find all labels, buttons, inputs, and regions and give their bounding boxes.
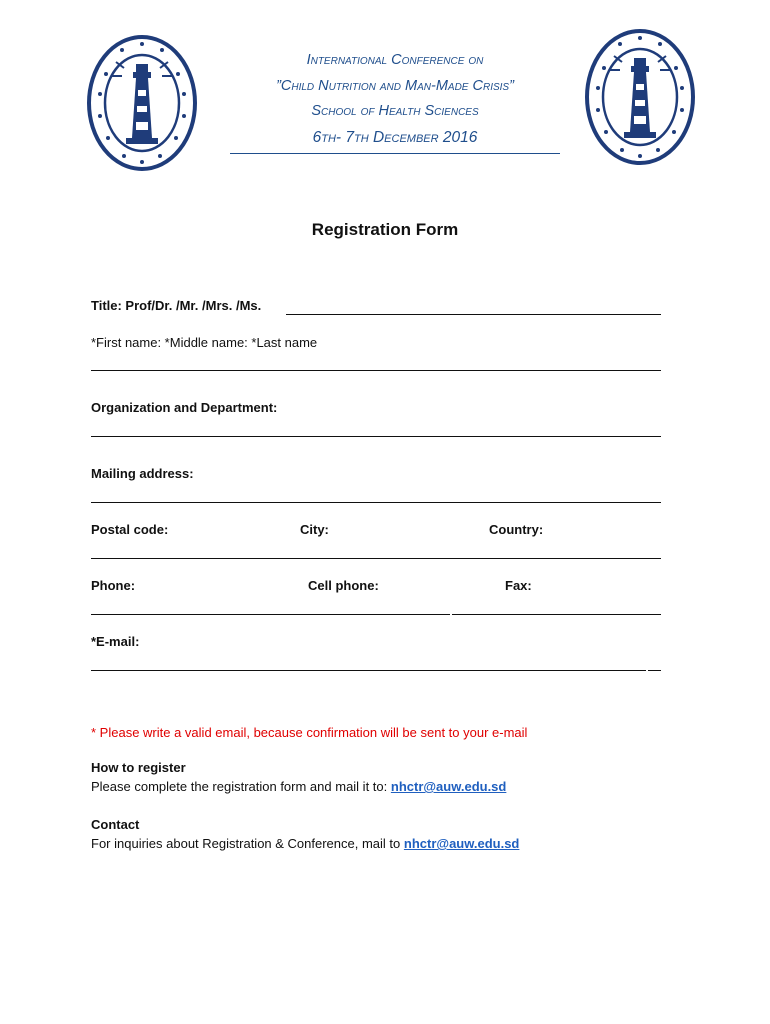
header-divider	[230, 153, 560, 154]
phone-field[interactable]	[91, 614, 450, 615]
mailing-address-label: Mailing address:	[91, 466, 194, 481]
organization-field[interactable]	[91, 436, 661, 437]
fax-field[interactable]	[452, 614, 661, 615]
how-to-register-text	[91, 779, 506, 794]
name-field[interactable]	[91, 370, 661, 371]
conference-theme: ”Child Nutrition and Man-Made Crisis”	[276, 77, 514, 94]
postal-city-country-field[interactable]	[91, 558, 661, 559]
cell-phone-label: Cell phone:	[308, 578, 379, 593]
email-notice: * Please write a valid email, because confirmation will be sent to your e-mail	[91, 725, 528, 740]
city-label: City:	[300, 522, 329, 537]
conference-dates: 6th- 7th December 2016	[312, 128, 478, 146]
country-label: Country:	[489, 522, 544, 537]
email-field-end	[648, 670, 661, 671]
title-field[interactable]	[286, 314, 661, 315]
university-logo-left	[86, 34, 198, 172]
lighthouse-emblem-icon	[584, 28, 696, 166]
fax-label: Fax:	[505, 578, 532, 593]
organization-label: Organization and Department:	[91, 400, 278, 415]
conference-title: International Conference on	[306, 52, 484, 68]
contact-heading: Contact	[91, 817, 140, 832]
how-to-register-sentence: Please complete the registration form and mail it to:	[91, 779, 391, 794]
register-email-link[interactable]: nhctr@auw.edu.sd	[390, 779, 507, 794]
email-label: *E-mail:	[91, 634, 140, 649]
school-name: School of Health Sciences	[311, 103, 479, 119]
email-field[interactable]	[91, 670, 646, 671]
title-label: Title: Prof/Dr. /Mr. /Mrs. /Ms.	[91, 298, 262, 313]
contact-sentence: For inquiries about Registration & Conference, mail to	[91, 836, 404, 851]
mailing-address-field[interactable]	[91, 502, 661, 503]
form-title: Registration Form	[311, 220, 459, 239]
phone-label: Phone:	[91, 578, 136, 593]
conference-header	[230, 48, 560, 150]
contact-email-link[interactable]: nhctr@auw.edu.sd	[403, 836, 520, 851]
university-logo-right	[584, 28, 696, 166]
how-to-register-heading: How to register	[91, 760, 186, 775]
lighthouse-emblem-icon	[86, 34, 198, 172]
name-label: *First name: *Middle name: *Last name	[91, 335, 318, 350]
postal-code-label: Postal code:	[91, 522, 169, 537]
contact-text	[91, 836, 519, 851]
